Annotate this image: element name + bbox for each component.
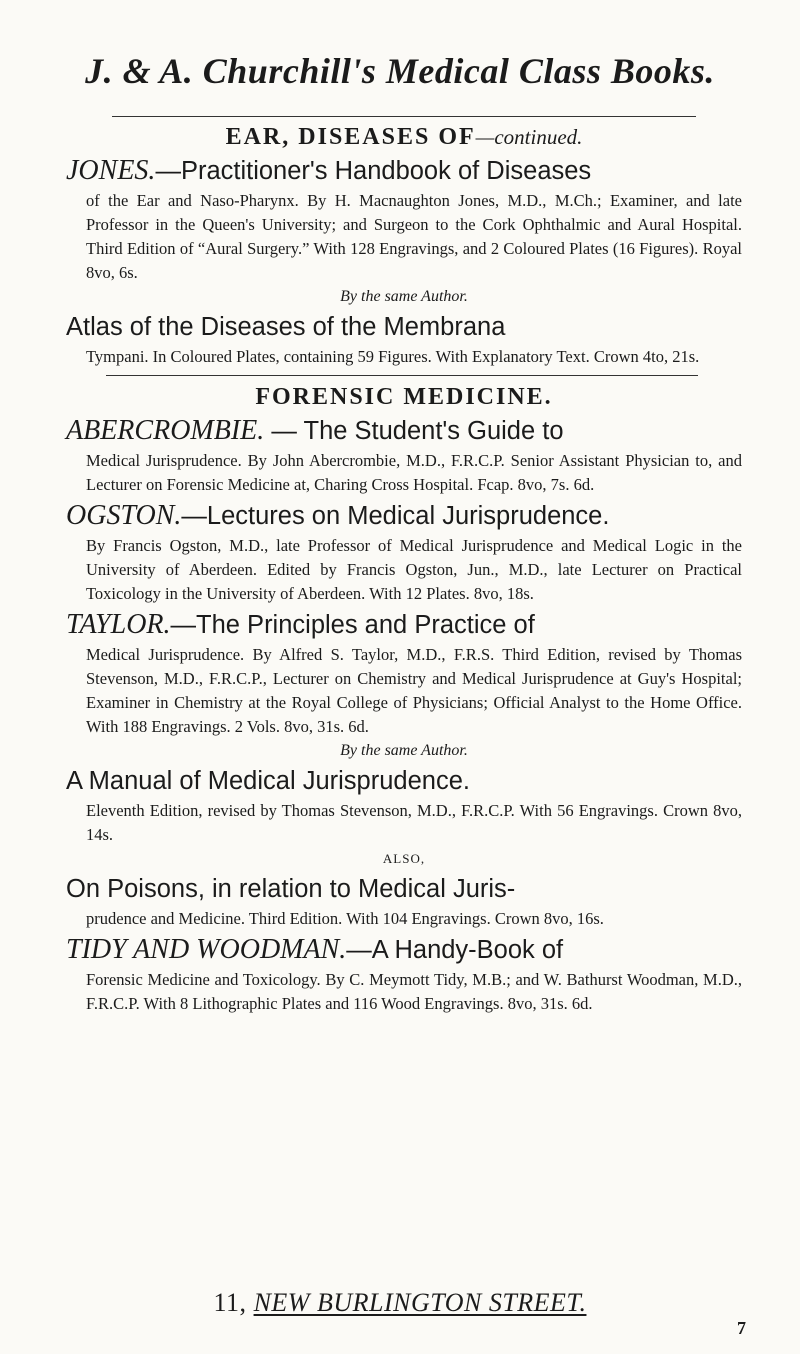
entry-title: — The Student's Guide to — [264, 417, 564, 445]
entry-title: —Lectures on Medical Jurisprudence. — [181, 502, 610, 530]
entry-headline — [66, 931, 742, 968]
sub-entry-title: A Manual of Medical Jurisprudence. — [66, 767, 470, 795]
entry-title: —Practitioner's Handbook of Diseases — [155, 157, 592, 185]
entry-headline — [66, 606, 742, 643]
page-content — [66, 122, 742, 1016]
entry-author: TIDY AND WOODMAN. — [66, 934, 347, 965]
entry-title: —A Handy-Book of — [346, 936, 564, 964]
running-head: J. & A. Churchill's Medical Class Books. — [85, 51, 715, 91]
page-number: 7 — [737, 1318, 746, 1338]
entry-description: By Francis Ogston, M.D., late Professor of Medical Jurisprudence and Medical Logic in the University of Aberdeen. Edited by Francis Ogston, Jun., M.D., late Lecturer on Practical Toxicology in the University of Aberdeen. With 12 Plates. 8vo, 18s. — [86, 536, 742, 603]
address-number: 11, — [213, 1288, 247, 1317]
entry-headline — [66, 152, 742, 189]
address-street: NEW BURLINGTON STREET. — [253, 1288, 587, 1317]
entry-description: of the Ear and Naso-Pharynx. By H. Macnaughton Jones, M.D., M.Ch.; Examiner, and late Professor in the Queen's University; and Surgeon to the Cork Ophthalmic and Aural Hospital. Third Edition of “Aural Surgery.” With 128 Engravings, and 2 Coloured Plates (16 Figures). Royal 8vo, 6s. — [86, 191, 742, 282]
section-divider — [106, 375, 698, 376]
also-label: ALSO, — [382, 851, 426, 866]
sub-entry-description: Eleventh Edition, revised by Thomas Stevenson, M.D., F.R.C.P. With 56 Engravings. Crown 8vo, 14s. — [86, 801, 742, 844]
entry-abercrombie — [66, 412, 742, 497]
entry-headline — [66, 497, 742, 534]
entry-headline — [66, 412, 742, 449]
section-heading-forensic: FORENSIC MEDICINE. — [255, 384, 553, 410]
entry-author: ABERCROMBIE. — [66, 415, 265, 446]
same-author-note: By the same Author. — [340, 742, 468, 759]
continued-label: —continued. — [475, 125, 583, 149]
entry-title: —The Principles and Practice of — [170, 611, 535, 639]
entry-ogston — [66, 497, 742, 606]
entry-author: OGSTON. — [66, 500, 182, 531]
publisher-address — [0, 1288, 800, 1318]
entry-description: Forensic Medicine and Toxicology. By C. Meymott Tidy, M.B.; and W. Bathurst Woodman, M.D., F.R.C.P. With 8 Lithographic Plates and 116 Wood Engravings. 8vo, 31s. 6d. — [86, 970, 742, 1013]
entry-author: JONES. — [66, 155, 156, 186]
entry-author: TAYLOR. — [66, 609, 171, 640]
sub-entry-description-2: prudence and Medicine. Third Edition. With 104 Engravings. Crown 8vo, 16s. — [86, 909, 604, 928]
header-rule — [112, 116, 696, 117]
entry-tidy-woodman — [66, 931, 742, 1016]
sub-entry-title-2: On Poisons, in relation to Medical Juris- — [66, 875, 516, 903]
entry-taylor — [66, 606, 742, 931]
entry-jones — [66, 152, 742, 369]
sub-entry-title: Atlas of the Diseases of the Membrana — [66, 313, 506, 341]
same-author-note: By the same Author. — [340, 288, 468, 305]
section-heading-ear — [66, 122, 742, 152]
sub-entry-description: Tympani. In Coloured Plates, containing 59 Figures. With Explanatory Text. Crown 4to, 21s. — [86, 347, 700, 366]
section-title-text: EAR, DISEASES OF — [225, 124, 476, 150]
entry-description: Medical Jurisprudence. By John Abercrombie, M.D., F.R.C.P. Senior Assistant Physician to, and Lecturer on Forensic Medicine at, Charing Cross Hospital. Fcap. 8vo, 7s. 6d. — [86, 451, 742, 494]
entry-description: Medical Jurisprudence. By Alfred S. Taylor, M.D., F.R.S. Third Edition, revised by Thomas Stevenson, M.D., F.R.C.P., Lecturer on Chemistry and Medical Jurisprudence at Guy's Hospital; Examiner in Chemistry at the Royal College of Physicians; Official Analyst to the Home Office. With 188 Engravings. 2 Vols. 8vo, 31s. 6d. — [86, 645, 742, 736]
